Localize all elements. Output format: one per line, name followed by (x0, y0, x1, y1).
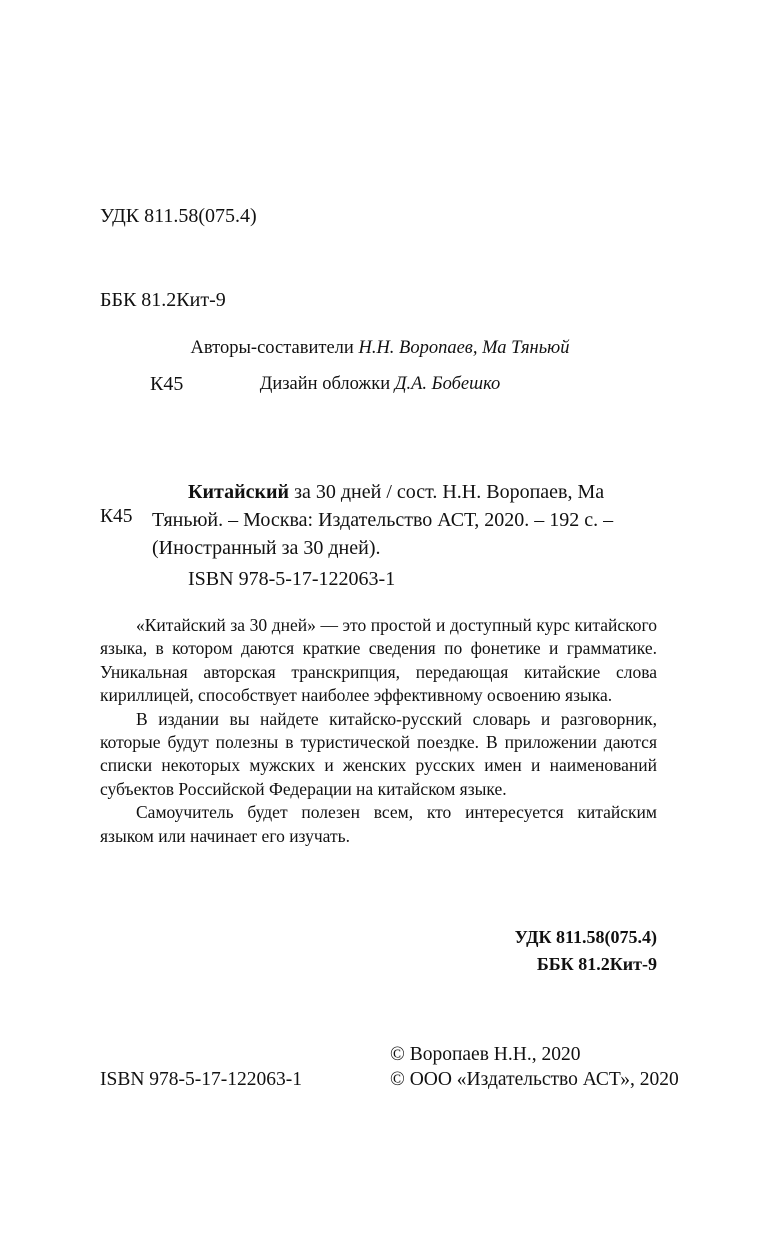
design-prefix: Дизайн обложки (259, 374, 395, 394)
classification-block (100, 146, 257, 454)
annotation-block (100, 614, 657, 848)
margin-code: К45 (100, 506, 133, 527)
copyright-author: © Воропаев Н.Н., 2020 (390, 1044, 581, 1065)
bibliographic-text (152, 478, 662, 562)
annotation-paragraph: «Китайский за 30 дней» — это простой и доступный курс китайского языка, в котором даются краткие сведения по фонетике и грамматике. Уникальная авторская транскрипция, передающая китайские слова кириллицей, способствует наиболее эффективному освоению языка. (100, 615, 657, 706)
bbk-line: ББК 81.2Кит-9 (100, 289, 226, 311)
udk-line-bold: УДК 811.58(075.4) (514, 927, 657, 947)
classification-block-right (100, 924, 657, 978)
credits-block (100, 330, 660, 402)
annotation-paragraph: В издании вы найдете китайско-русский словарь и разговорник, которые будут полезны в туристической поездке. В приложении даются списки некоторых мужских и женских русских имен и наименований субъектов Российской Федерации на китайском языке. (100, 708, 657, 799)
bibliographic-rest: за 30 дней / сост. Н.Н. Воропаев, Ма Тяньюй. – Москва: Издательство АСТ, 2020. – 192 с. – (Иностранный за 30 дней). (152, 481, 614, 559)
udk-line: УДК 811.58(075.4) (100, 205, 257, 227)
footer-block (100, 1042, 690, 1092)
copyright-block (390, 1042, 690, 1092)
design-line (100, 366, 660, 402)
bibliographic-entry (100, 478, 662, 562)
authors-line (100, 330, 660, 366)
annotation-paragraph: Самоучитель будет полезен всем, кто интересуется китайским языком или начинает его изучать. (100, 802, 657, 846)
book-title: Китайский (188, 481, 290, 503)
author-sign-code: К45 (150, 373, 184, 395)
copyright-publisher: © ООО «Издательство АСТ», 2020 (390, 1069, 679, 1090)
isbn-line: ISBN 978-5-17-122063-1 (188, 568, 396, 590)
footer-isbn: ISBN 978-5-17-122063-1 (100, 1069, 303, 1090)
design-name: Д.А. Бобешко (394, 374, 501, 394)
bbk-line-bold: ББК 81.2Кит-9 (536, 954, 657, 974)
authors-names: Н.Н. Воропаев, Ма Тяньюй (358, 338, 570, 358)
authors-prefix: Авторы-составители (190, 338, 359, 358)
